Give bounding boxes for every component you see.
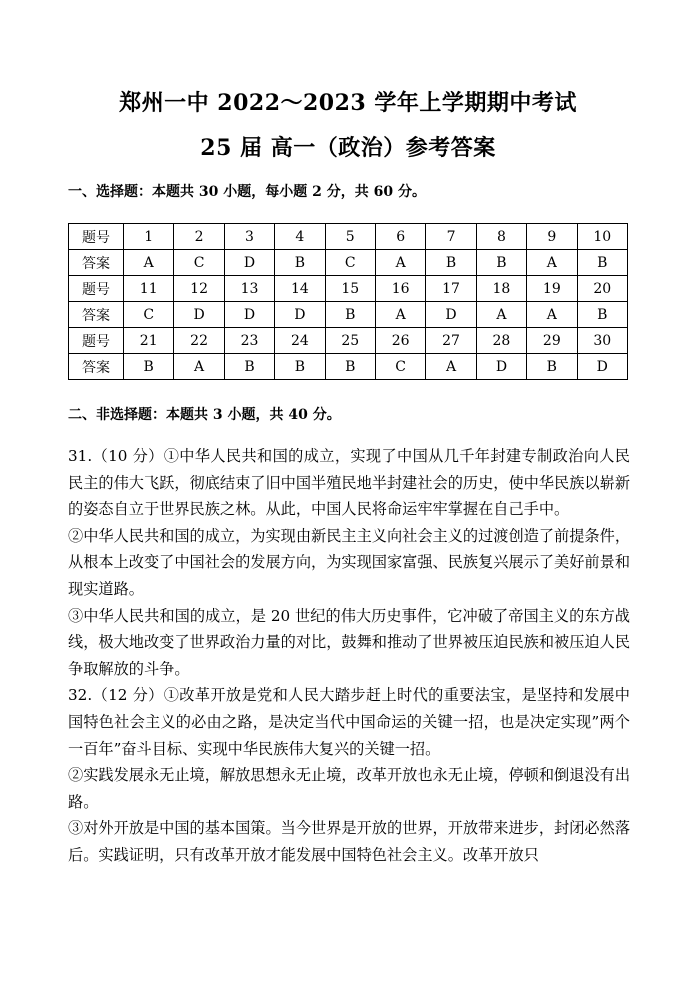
question-number: 23: [224, 328, 274, 354]
answer-paragraph: ②实践发展永无止境，解放思想永无止境，改革开放也永无止境，停顿和倒退没有出路。: [68, 766, 630, 811]
answer-cell: B: [476, 250, 526, 276]
question-number: 12: [174, 276, 224, 302]
answer-paragraph: 32.（12 分）①改革开放是党和人民大踏步赶上时代的重要法宝，是坚持和发展中国特色社会主义的必由之路，是决定当代中国命运的关键一招，也是决定实现”两个一百年”奋斗目标、实现中华民族伟大复兴的关键一招。: [68, 686, 630, 758]
question-number: 17: [426, 276, 476, 302]
answer-paragraph: ③对外开放是中国的基本国策。当今世界是开放的世界，开放带来进步，封闭必然落后。实践证明，只有改革开放才能发展中国特色社会主义。改革开放只: [68, 819, 630, 864]
answer-cell: C: [325, 250, 375, 276]
table-row: [69, 354, 628, 380]
question-number: 15: [325, 276, 375, 302]
question-number: 13: [224, 276, 274, 302]
question-number: 5: [325, 224, 375, 250]
row-label: 题号: [69, 328, 124, 354]
question-number: 22: [174, 328, 224, 354]
answer-cell: B: [426, 250, 476, 276]
answer-cell: D: [275, 302, 325, 328]
question-number: 28: [476, 328, 526, 354]
table-row: [69, 224, 628, 250]
question-number: 2: [174, 224, 224, 250]
answer-cell: A: [124, 250, 174, 276]
answer-cell: C: [124, 302, 174, 328]
table-row: [69, 302, 628, 328]
row-label: 答案: [69, 250, 124, 276]
question-number: 8: [476, 224, 526, 250]
question-number: 26: [375, 328, 425, 354]
row-label: 答案: [69, 302, 124, 328]
question-number: 10: [577, 224, 627, 250]
exam-subtitle: 25 届 高一（政治）参考答案: [200, 135, 496, 161]
answer-cell: B: [577, 250, 627, 276]
answer-cell: A: [527, 250, 577, 276]
question-number: 4: [275, 224, 325, 250]
answer-cell: B: [124, 354, 174, 380]
answer-cell: A: [426, 354, 476, 380]
question-number: 6: [375, 224, 425, 250]
question-number: 19: [527, 276, 577, 302]
question-number: 18: [476, 276, 526, 302]
answer-cell: A: [527, 302, 577, 328]
question-number: 3: [224, 224, 274, 250]
answer-cell: C: [375, 354, 425, 380]
table-row: [69, 276, 628, 302]
answer-cell: B: [527, 354, 577, 380]
answer-paragraph: 31.（10 分）①中华人民共和国的成立，实现了中国从几千年封建专制政治向人民民主的伟大飞跃，彻底结束了旧中国半殖民地半封建社会的历史，使中华民族以崭新的姿态自立于世界民族之林。从此，中国人民将命运牢牢掌握在自己手中。: [68, 447, 630, 519]
question-number: 16: [375, 276, 425, 302]
answer-cell: B: [577, 302, 627, 328]
answer-cell: B: [325, 302, 375, 328]
answer-cell: B: [275, 354, 325, 380]
question-number: 21: [124, 328, 174, 354]
question-number: 25: [325, 328, 375, 354]
answer-cell: A: [476, 302, 526, 328]
answer-body: [68, 443, 630, 869]
question-number: 29: [527, 328, 577, 354]
row-label: 答案: [69, 354, 124, 380]
section-heading-open: 二、非选择题：本题共 3 小题，共 40 分。: [68, 407, 341, 423]
table-row: [69, 328, 628, 354]
answer-cell: B: [224, 354, 274, 380]
answer-cell: C: [174, 250, 224, 276]
question-number: 11: [124, 276, 174, 302]
question-number: 24: [275, 328, 325, 354]
answer-cell: A: [375, 250, 425, 276]
question-number: 1: [124, 224, 174, 250]
question-number: 9: [527, 224, 577, 250]
question-number: 14: [275, 276, 325, 302]
answer-cell: D: [426, 302, 476, 328]
table-row: [69, 250, 628, 276]
answer-cell: D: [476, 354, 526, 380]
answer-cell: A: [375, 302, 425, 328]
exam-title: 郑州一中 2022～2023 学年上学期期中考试: [119, 90, 577, 116]
answer-cell: A: [174, 354, 224, 380]
question-number: 20: [577, 276, 627, 302]
question-number: 30: [577, 328, 627, 354]
answer-cell: B: [325, 354, 375, 380]
answer-paragraph: ③中华人民共和国的成立，是 20 世纪的伟大历史事件，它冲破了帝国主义的东方战线，极大地改变了世界政治力量的对比，鼓舞和推动了世界被压迫民族和被压迫人民争取解放的斗争。: [68, 606, 630, 678]
answer-table: [68, 223, 628, 380]
row-label: 题号: [69, 224, 124, 250]
answer-cell: D: [174, 302, 224, 328]
row-label: 题号: [69, 276, 124, 302]
answer-cell: D: [224, 302, 274, 328]
answer-cell: D: [224, 250, 274, 276]
answer-paragraph: ②中华人民共和国的成立，为实现由新民主主义向社会主义的过渡创造了前提条件，从根本上改变了中国社会的发展方向，为实现国家富强、民族复兴展示了美好前景和现实道路。: [68, 526, 630, 598]
question-number: 27: [426, 328, 476, 354]
section-heading-choice: 一、选择题：本题共 30 小题，每小题 2 分，共 60 分。: [68, 184, 426, 200]
question-number: 7: [426, 224, 476, 250]
answer-cell: B: [275, 250, 325, 276]
answer-cell: D: [577, 354, 627, 380]
